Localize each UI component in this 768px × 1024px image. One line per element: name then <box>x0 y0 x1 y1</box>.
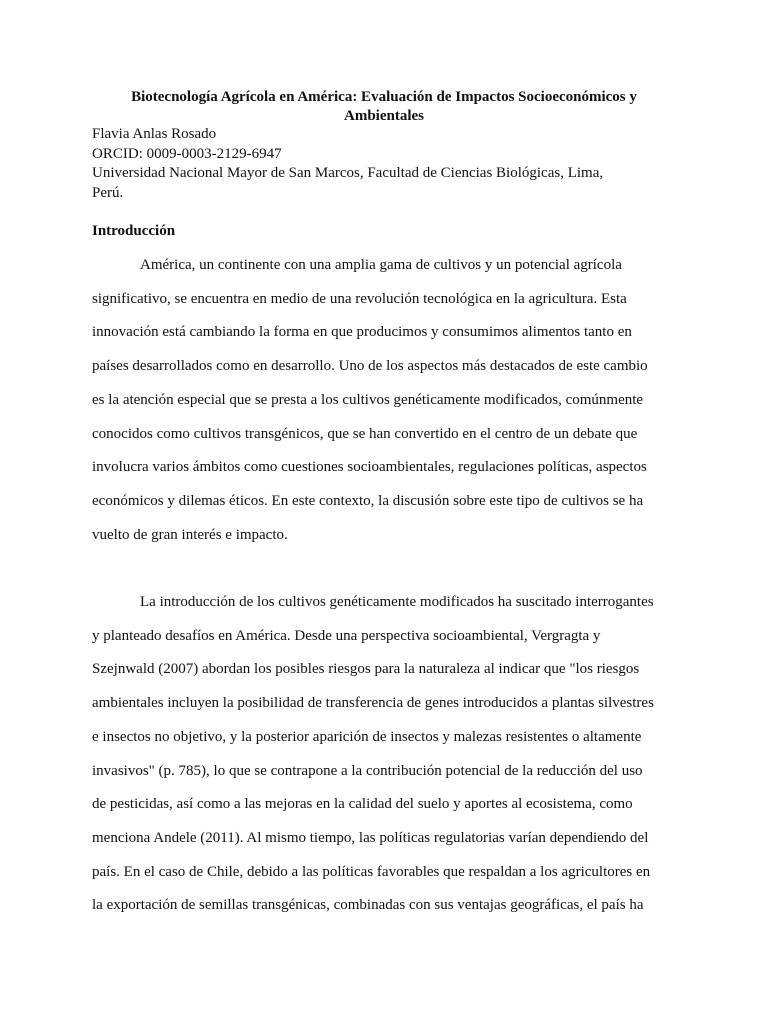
paragraph-line: es la atención especial que se presta a los cultivos genéticamente modificados, comúnmente <box>92 391 644 408</box>
paragraph-line: América, un continente con una amplia gama de cultivos y un potencial agrícola <box>140 257 622 273</box>
paragraph-line: ambientales incluyen la posibilidad de transferencia de genes introducidos a plantas silvestres <box>92 695 654 712</box>
paragraph-line: innovación está cambiando la forma en que producimos y consumimos alimentos tanto en <box>92 324 632 341</box>
orcid-id: ORCID: 0009-0003-2129-6947 <box>92 145 282 162</box>
paper-title <box>92 88 676 126</box>
paragraph-line: Szejnwald (2007) abordan los posibles riesgos para la naturaleza al indicar que "los riesgos <box>92 661 640 678</box>
paragraph-line: de pesticidas, así como a las mejoras en la calidad del suelo y aportes al ecosistema, como <box>92 796 633 813</box>
paragraph-line: significativo, se encuentra en medio de una revolución tecnológica en la agricultura. Esta <box>92 290 627 307</box>
title-line-2: Ambientales <box>344 108 424 124</box>
paragraph-line: país. En el caso de Chile, debido a las políticas favorables que respaldan a los agricultores en <box>92 863 651 880</box>
paragraph-line: conocidos como cultivos transgénicos, que se han convertido en el centro de un debate que <box>92 425 638 442</box>
author-name: Flavia Anlas Rosado <box>92 126 217 142</box>
paragraph-line: la exportación de semillas transgénicas, combinadas con sus ventajas geográficas, el país ha <box>92 897 644 914</box>
paragraph-line: invasivos" (p. 785), lo que se contrapone a la contribución potencial de la reducción del uso <box>92 762 643 779</box>
paragraph-line: países desarrollados como en desarrollo. Uno de los aspectos más destacados de este cambio <box>92 358 648 375</box>
paragraph-line: vuelto de gran interés e impacto. <box>92 526 288 543</box>
paragraph-line: económicos y dilemas éticos. En este contexto, la discusión sobre este tipo de cultivos se ha <box>92 492 644 509</box>
paragraph-line: y planteado desafíos en América. Desde una perspectiva socioambiental, Vergragta y <box>92 627 601 644</box>
paragraph-line: menciona Andele (2011). Al mismo tiempo, las políticas regulatorias varían dependiendo del <box>92 829 649 846</box>
author-block <box>92 125 682 203</box>
paragraph-line: La introducción de los cultivos genéticamente modificados ha suscitado interrogantes <box>140 594 654 610</box>
section-heading: Introducción <box>92 223 176 239</box>
paragraph-1 <box>92 249 676 552</box>
paragraph-line: involucra varios ámbitos como cuestiones socioambientales, regulaciones políticas, aspectos <box>92 459 647 476</box>
paragraph-2 <box>92 586 676 923</box>
affiliation-line-1: Universidad Nacional Mayor de San Marcos, Facultad de Ciencias Biológicas, Lima, <box>92 165 604 181</box>
paragraph-line: e insectos no objetivo, y la posterior aparición de insectos y malezas resistentes o altamente <box>92 728 642 745</box>
affiliation-line-2: Perú. <box>92 184 124 201</box>
title-line-1: Biotecnología Agrícola en América: Evaluación de Impactos Socioeconómicos y <box>131 89 637 105</box>
